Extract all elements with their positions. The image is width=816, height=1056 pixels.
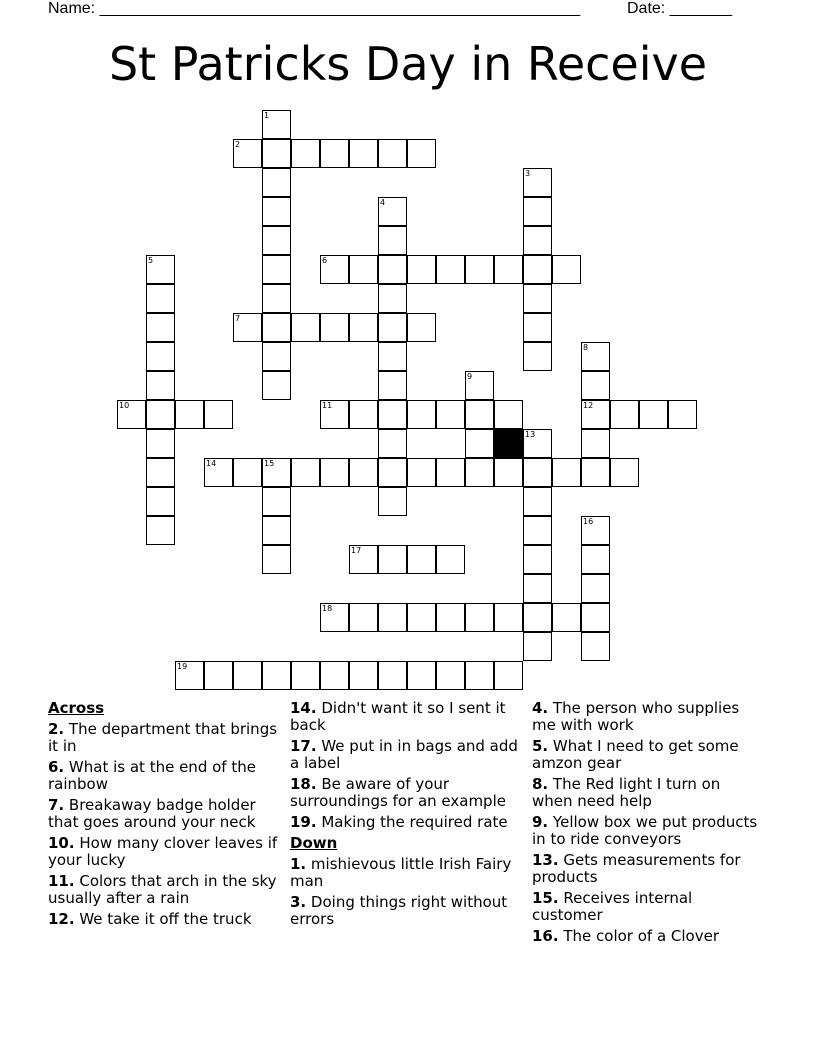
clue-across-14: 14. Didn't want it so I sent it back: [290, 699, 506, 734]
clue-across-2: 2. The department that brings it in: [48, 720, 278, 755]
clue-number: 16: [583, 517, 594, 526]
grid-cell[interactable]: [494, 400, 523, 429]
grid-cell[interactable]: [581, 574, 610, 603]
grid-cell[interactable]: [262, 458, 291, 487]
grid-cell[interactable]: [378, 284, 407, 313]
grid-cell[interactable]: [320, 139, 349, 168]
clues-column-3: [532, 700, 764, 949]
grid-cell[interactable]: [523, 545, 552, 574]
clue-number: 7: [235, 314, 241, 323]
grid-cell[interactable]: [378, 255, 407, 284]
grid-cell[interactable]: [407, 400, 436, 429]
grid-cell[interactable]: [146, 429, 175, 458]
clue-number: 2: [235, 140, 241, 149]
clue-across-6: 6. What is at the end of the rainbow: [48, 758, 256, 793]
grid-cell[interactable]: [523, 168, 552, 197]
grid-cell[interactable]: [523, 226, 552, 255]
grid-cell[interactable]: [146, 342, 175, 371]
grid-cell[interactable]: [233, 458, 262, 487]
grid-cell[interactable]: [378, 603, 407, 632]
grid-cell[interactable]: [668, 400, 697, 429]
grid-cell[interactable]: [436, 255, 465, 284]
grid-cell[interactable]: [465, 661, 494, 690]
grid-cell[interactable]: [204, 458, 233, 487]
grid-cell[interactable]: [291, 139, 320, 168]
grid-cell[interactable]: [581, 603, 610, 632]
grid-cell[interactable]: [349, 661, 378, 690]
grid-cell[interactable]: [262, 168, 291, 197]
grid-cell[interactable]: [378, 197, 407, 226]
grid-cell[interactable]: [146, 313, 175, 342]
grid-cell[interactable]: [146, 487, 175, 516]
grid-cell[interactable]: [320, 458, 349, 487]
grid-cell[interactable]: [378, 400, 407, 429]
grid-cell[interactable]: [407, 603, 436, 632]
grid-cell[interactable]: [204, 400, 233, 429]
grid-cell[interactable]: [581, 516, 610, 545]
grid-cell[interactable]: [465, 429, 494, 458]
across-heading: Across: [48, 699, 105, 717]
grid-cell[interactable]: [349, 458, 378, 487]
grid-cell[interactable]: [581, 458, 610, 487]
clue-down-1: 1. mishievous little Irish Fairy man: [290, 855, 512, 890]
grid-cell[interactable]: [262, 487, 291, 516]
grid-cell[interactable]: [262, 284, 291, 313]
clue-number: 18: [322, 604, 333, 613]
grid-cell[interactable]: [262, 313, 291, 342]
grid-cell[interactable]: [262, 197, 291, 226]
grid-cell[interactable]: [523, 603, 552, 632]
clue-across-10: 10. How many clover leaves if your lucky: [48, 834, 278, 869]
grid-cell[interactable]: [175, 400, 204, 429]
clue-number: 10: [119, 401, 130, 410]
clue-across-11: 11. Colors that arch in the sky usually after a rain: [48, 872, 277, 907]
grid-cell[interactable]: [262, 545, 291, 574]
grid-cell[interactable]: [436, 400, 465, 429]
grid-cell[interactable]: [407, 255, 436, 284]
grid-cell[interactable]: [407, 661, 436, 690]
grid-cell[interactable]: [465, 458, 494, 487]
grid-cell[interactable]: [378, 458, 407, 487]
grid-cell[interactable]: [146, 516, 175, 545]
clue-number: 14: [206, 459, 217, 468]
grid-cell[interactable]: [407, 545, 436, 574]
grid-cell[interactable]: [291, 313, 320, 342]
clue-across-12: 12. We take it off the truck: [48, 910, 252, 928]
clue-number: 13: [525, 430, 536, 439]
grid-cell[interactable]: [610, 400, 639, 429]
clue-number: 15: [264, 459, 275, 468]
clue-across-19: 19. Making the required rate: [290, 813, 508, 831]
date-field-label: Date: _______: [627, 0, 732, 17]
grid-cell[interactable]: [465, 371, 494, 400]
grid-cell[interactable]: [523, 255, 552, 284]
grid-cell[interactable]: [146, 371, 175, 400]
grid-cell[interactable]: [146, 284, 175, 313]
grid-cell[interactable]: [581, 342, 610, 371]
clue-across-7: 7. Breakaway badge holder that goes around your neck: [48, 796, 256, 831]
grid-cell[interactable]: [262, 139, 291, 168]
clues-column-1: [48, 700, 280, 932]
grid-cell[interactable]: [349, 545, 378, 574]
grid-cell[interactable]: [233, 661, 262, 690]
clue-number: 8: [583, 343, 589, 352]
clue-down-4: 4. The person who supplies me with work: [532, 699, 740, 734]
grid-cell[interactable]: [610, 458, 639, 487]
grid-cell[interactable]: [552, 603, 581, 632]
clue-down-16: 16. The color of a Clover: [532, 927, 720, 945]
clue-across-17: 17. We put in in bags and add a label: [290, 737, 518, 772]
grid-cell[interactable]: [552, 255, 581, 284]
grid-cell[interactable]: [494, 661, 523, 690]
grid-cell[interactable]: [581, 400, 610, 429]
grid-cell[interactable]: [581, 429, 610, 458]
grid-cell[interactable]: [378, 371, 407, 400]
grid-cell[interactable]: [378, 313, 407, 342]
grid-cell[interactable]: [523, 284, 552, 313]
grid-cell[interactable]: [436, 603, 465, 632]
grid-cell[interactable]: [146, 458, 175, 487]
grid-cell[interactable]: [349, 313, 378, 342]
grid-cell[interactable]: [262, 516, 291, 545]
grid-cell[interactable]: [320, 603, 349, 632]
grid-cell[interactable]: [320, 313, 349, 342]
clue-number: 1: [264, 111, 270, 120]
clues-column-2: [290, 700, 522, 932]
page-title: St Patricks Day in Receive: [108, 37, 708, 91]
clue-number: 17: [351, 546, 362, 555]
grid-cell[interactable]: [523, 313, 552, 342]
clue-down-15: 15. Receives internal customer: [532, 889, 693, 924]
down-heading: Down: [290, 834, 338, 852]
grid-cell[interactable]: [175, 661, 204, 690]
grid-cell[interactable]: [465, 400, 494, 429]
clue-down-3: 3. Doing things right without errors: [290, 893, 508, 928]
grid-cell[interactable]: [407, 458, 436, 487]
grid-cell[interactable]: [581, 545, 610, 574]
clue-across-18: 18. Be aware of your surroundings for an example: [290, 775, 506, 810]
grid-cell[interactable]: [204, 661, 233, 690]
clue-number: 11: [322, 401, 333, 410]
grid-cell[interactable]: [146, 255, 175, 284]
grid-cell[interactable]: [146, 400, 175, 429]
grid-cell[interactable]: [523, 429, 552, 458]
grid-cell[interactable]: [291, 661, 320, 690]
grid-cell[interactable]: [639, 400, 668, 429]
grid-cell[interactable]: [320, 661, 349, 690]
clue-number: 4: [380, 198, 386, 207]
grid-cell[interactable]: [349, 139, 378, 168]
grid-cell[interactable]: [523, 516, 552, 545]
grid-cell[interactable]: [262, 110, 291, 139]
grid-cell[interactable]: [262, 371, 291, 400]
clue-number: 6: [322, 256, 328, 265]
grid-cell[interactable]: [378, 226, 407, 255]
grid-cell[interactable]: [494, 255, 523, 284]
grid-cell[interactable]: [407, 139, 436, 168]
grid-cell[interactable]: [436, 545, 465, 574]
grid-cell[interactable]: [552, 458, 581, 487]
grid-cell[interactable]: [494, 458, 523, 487]
grid-cell[interactable]: [378, 487, 407, 516]
grid-cell[interactable]: [436, 661, 465, 690]
grid-cell[interactable]: [523, 458, 552, 487]
clue-number: 9: [467, 372, 473, 381]
clue-number: 3: [525, 169, 531, 178]
grid-cell[interactable]: [349, 255, 378, 284]
clue-down-8: 8. The Red light I turn on when need help: [532, 775, 721, 810]
clue-down-9: 9. Yellow box we put products in to ride conveyors: [532, 813, 758, 848]
grid-cell[interactable]: [436, 458, 465, 487]
grid-cell[interactable]: [523, 197, 552, 226]
grid-cell[interactable]: [465, 255, 494, 284]
grid-cell[interactable]: [523, 487, 552, 516]
grid-cell[interactable]: [349, 603, 378, 632]
clue-number: 19: [177, 662, 188, 671]
grid-cell[interactable]: [378, 661, 407, 690]
black-cell: [494, 429, 523, 458]
grid-cell[interactable]: [262, 661, 291, 690]
grid-cell[interactable]: [494, 603, 523, 632]
grid-cell[interactable]: [407, 313, 436, 342]
grid-cell[interactable]: [233, 313, 262, 342]
grid-cell[interactable]: [262, 226, 291, 255]
clue-number: 12: [583, 401, 594, 410]
grid-cell[interactable]: [291, 458, 320, 487]
grid-cell[interactable]: [349, 400, 378, 429]
grid-cell[interactable]: [523, 574, 552, 603]
grid-cell[interactable]: [523, 342, 552, 371]
name-field-label: Name: ______________________________________________________: [48, 0, 581, 17]
grid-cell[interactable]: [262, 255, 291, 284]
grid-cell[interactable]: [465, 603, 494, 632]
grid-cell[interactable]: [233, 139, 262, 168]
clue-down-13: 13. Gets measurements for products: [532, 851, 741, 886]
grid-cell[interactable]: [378, 429, 407, 458]
grid-cell[interactable]: [320, 255, 349, 284]
grid-cell[interactable]: [581, 371, 610, 400]
grid-cell[interactable]: [378, 342, 407, 371]
grid-cell[interactable]: [581, 632, 610, 661]
grid-cell[interactable]: [378, 545, 407, 574]
grid-cell[interactable]: [117, 400, 146, 429]
grid-cell[interactable]: [378, 139, 407, 168]
clue-number: 5: [148, 256, 154, 265]
grid-cell[interactable]: [262, 342, 291, 371]
grid-cell[interactable]: [320, 400, 349, 429]
grid-cell[interactable]: [523, 632, 552, 661]
clue-down-5: 5. What I need to get some amzon gear: [532, 737, 739, 772]
